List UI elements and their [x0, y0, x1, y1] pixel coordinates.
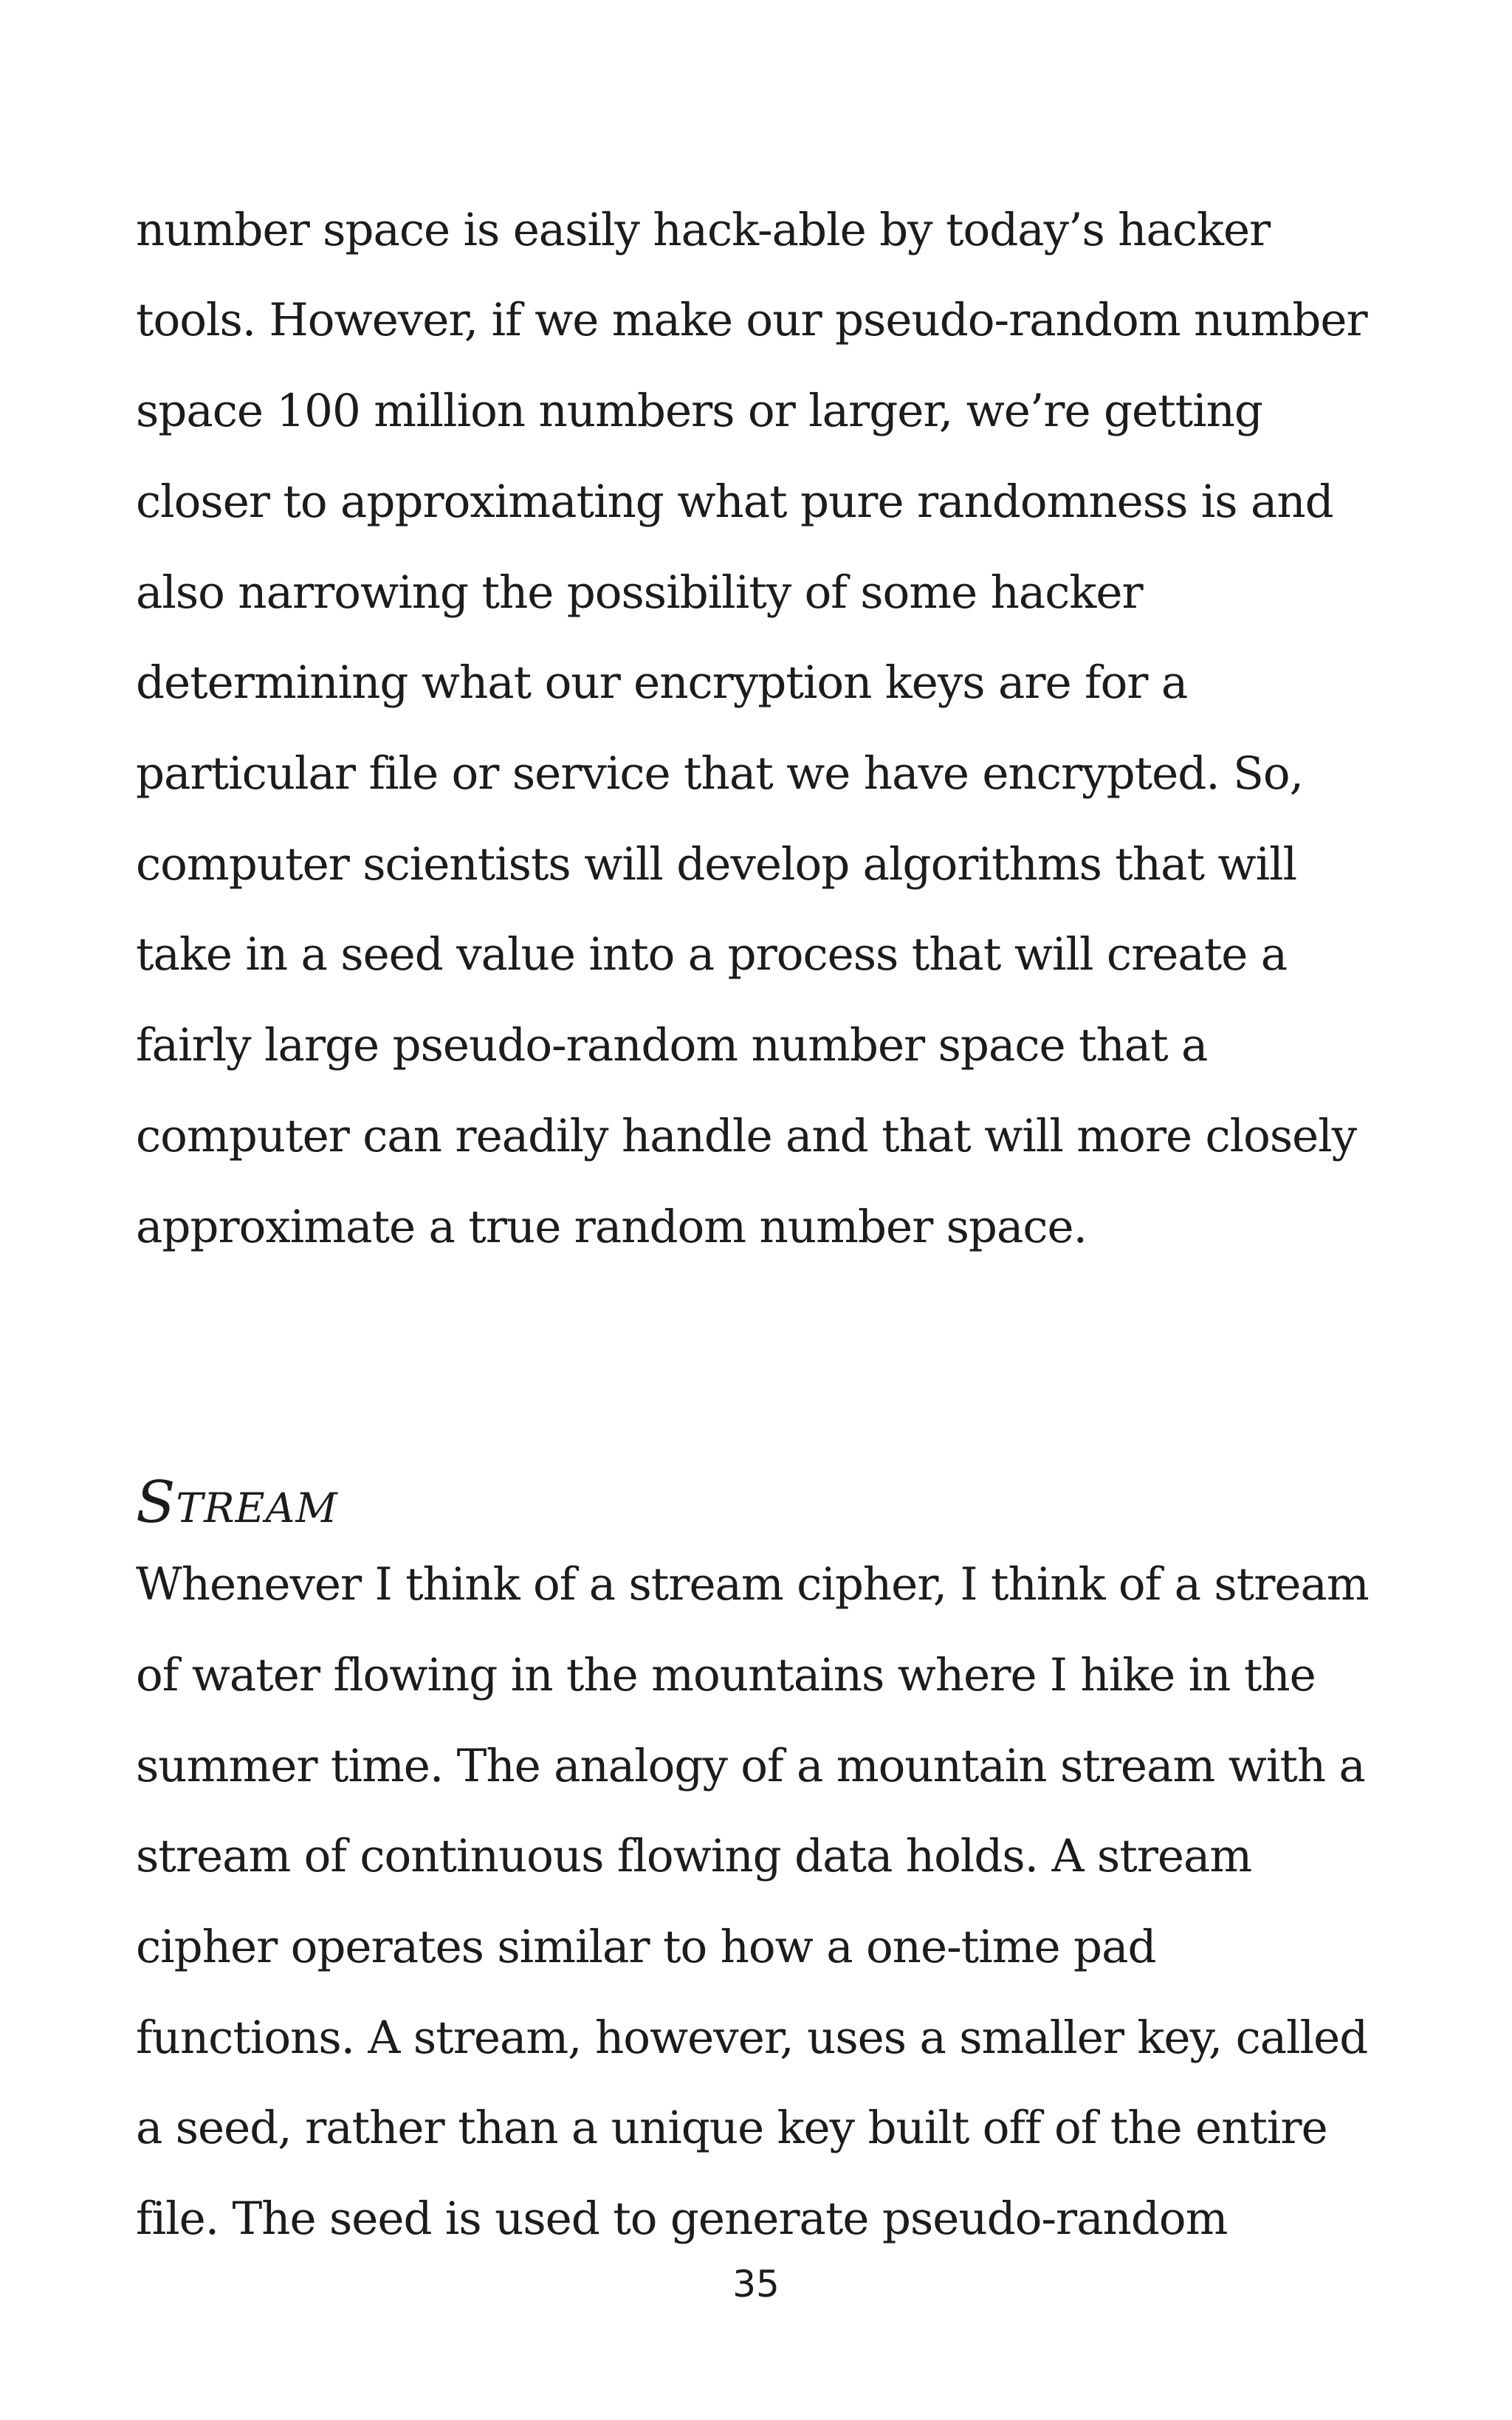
paragraph-1-line: space 100 million numbers or larger, we’re getting [136, 385, 1262, 437]
paragraph-1-line: tools. However, if we make our pseudo-random number [136, 294, 1367, 346]
paragraph-1-line: take in a seed value into a process that will create a [136, 928, 1288, 981]
paragraph-1-line: closer to approximating what pure randomness is and [136, 476, 1333, 528]
paragraph-2-line: cipher operates similar to how a one-time pad [136, 1921, 1156, 1973]
paragraph-1-line: computer scientists will develop algorithms that will [136, 838, 1297, 891]
paragraph-1-line: particular file or service that we have encrypted. So, [136, 747, 1303, 800]
paragraph-1-line: approximate a true random number space. [136, 1201, 1087, 1253]
paragraph-2-line: functions. A stream, however, uses a smaller key, called [136, 2012, 1368, 2064]
page-number: 35 [732, 2263, 780, 2306]
paragraph-2-line: stream of continuous flowing data holds. A stream [136, 1830, 1252, 1882]
paragraph-1-line: determining what our encryption keys are for a [136, 657, 1188, 709]
paragraph-2-line: of water flowing in the mountains where I hike in the [136, 1649, 1316, 1701]
paragraph-1-line: also narrowing the possibility of some hacker [136, 566, 1143, 619]
paragraph-1-line: fairly large pseudo-random number space that a [136, 1019, 1208, 1072]
paragraph-2-line: a seed, rather than a unique key built off of the entire [136, 2102, 1327, 2154]
paragraph-2-line: summer time. The analogy of a mountain stream with a [136, 1740, 1365, 1792]
paragraph-2-line: file. The seed is used to generate pseudo-random [136, 2193, 1228, 2245]
paragraph-1-line: number space is easily hack-able by today’s hacker [136, 204, 1271, 256]
section-heading: Stream [136, 1470, 338, 1536]
paragraph-2-line: Whenever I think of a stream cipher, I think of a stream [136, 1558, 1369, 1611]
paragraph-1-line: computer can readily handle and that will more closely [136, 1110, 1357, 1162]
